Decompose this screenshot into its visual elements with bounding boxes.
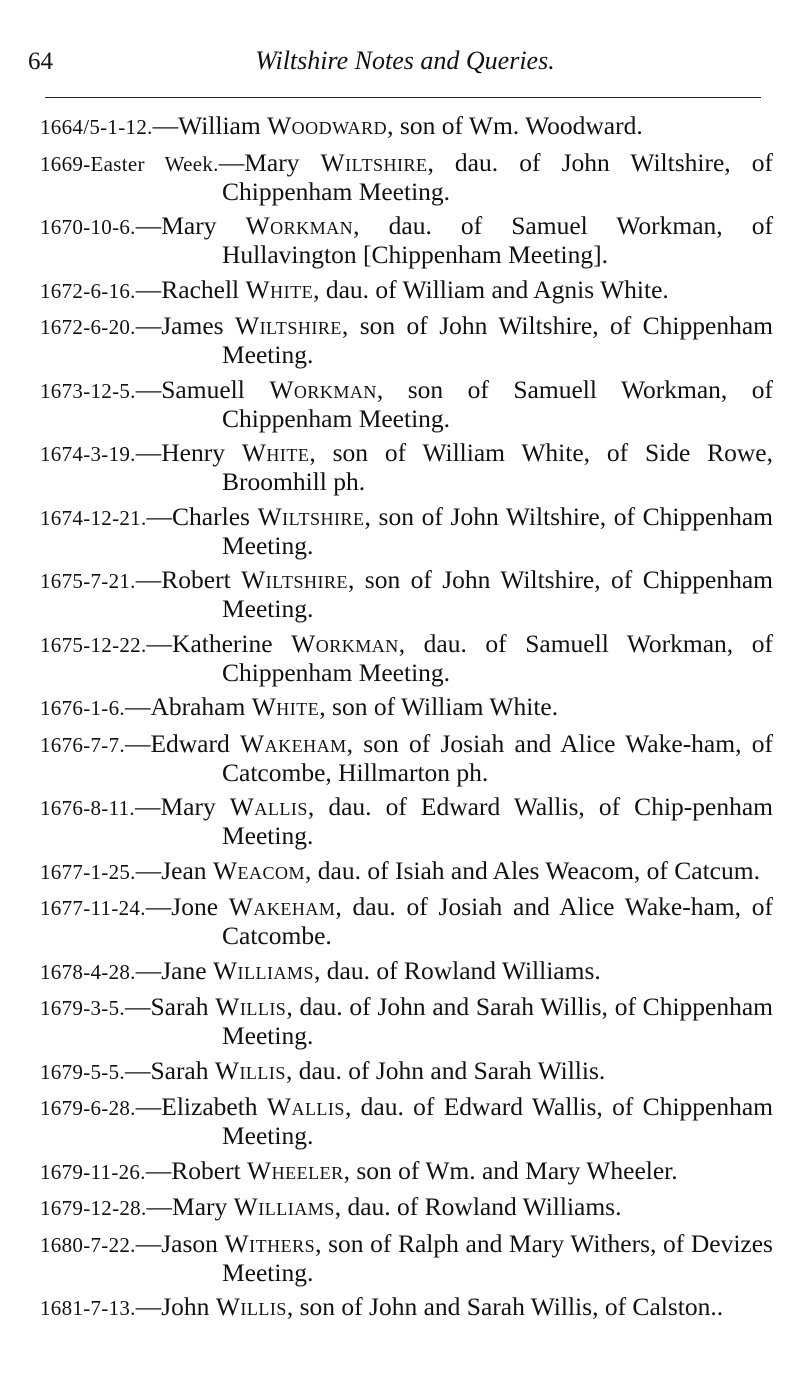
- entry-details: , dau. of Josiah and Alice Wake-ham, of Catcombe.: [222, 892, 773, 950]
- register-entry: [40, 212, 773, 268]
- entry-details: , dau. of Samuel Workman, of Hullavington [Chippenham Meeting].: [222, 211, 773, 269]
- entry-date: 1670-10-6.: [40, 215, 136, 239]
- entry-given-name: —Robert: [135, 565, 242, 594]
- entry-given-name: —Abraham: [124, 692, 252, 721]
- running-title: Wiltshire Notes and Queries.: [255, 46, 555, 75]
- entry-surname: Wiltshire: [257, 501, 365, 531]
- entry-date: 1680-7-22.: [40, 1232, 136, 1257]
- entry-given-name: —Edward: [124, 728, 241, 758]
- entry-given-name: —Sarah: [124, 992, 216, 1021]
- register-entry: [40, 1230, 773, 1286]
- entry-details: , son of Josiah and Alice Wake-ham, of Catcombe, Hillmarton ph.: [222, 728, 773, 787]
- entry-surname: Willis: [214, 1055, 286, 1085]
- entry-date: 1678-4-28.: [40, 959, 136, 984]
- register-entry: [40, 312, 773, 368]
- entry-date: 1672-6-20.: [40, 315, 136, 339]
- entry-details: , dau. of Rowland Williams.: [314, 955, 601, 985]
- entry-details: , son of Wm. and Mary Wheeler.: [343, 1155, 678, 1185]
- entry-details: , son of William White.: [319, 692, 559, 721]
- entry-details: , son of Samuell Workman, of Chippenham Meeting.: [222, 374, 773, 433]
- register-entry: [40, 276, 773, 305]
- entry-details: , son of John Wiltshire, of Chippenham Meeting.: [222, 311, 773, 369]
- register-entry: [40, 893, 773, 949]
- entry-details: , dau. of John and Sarah Willis.: [285, 1055, 606, 1085]
- register-entries: [40, 112, 773, 1330]
- entry-given-name: —Jone: [145, 892, 229, 921]
- entry-date: 1672-6-16.: [40, 278, 136, 303]
- entry-given-name: —Charles: [146, 501, 258, 531]
- entry-given-name: —Elizabeth: [135, 1092, 267, 1121]
- entry-surname: Williams: [233, 1192, 335, 1221]
- entry-date: 1676-8-11.: [40, 796, 135, 820]
- entry-details: , son of William White, of Side Rowe, Broomhill ph.: [222, 438, 773, 496]
- entry-details: , son of John Wiltshire, of Chippenham Meeting.: [222, 501, 773, 560]
- entry-given-name: —Henry: [135, 438, 242, 467]
- entry-surname: Wallis: [229, 792, 308, 821]
- entry-date: 1674-12-21.: [40, 505, 147, 530]
- entry-surname: White: [245, 274, 314, 304]
- entry-given-name: —Robert: [145, 1155, 248, 1185]
- entry-details: , son of John Wiltshire, of Chippenham Meeting.: [222, 565, 774, 623]
- entry-given-name: —Jason: [135, 1228, 225, 1258]
- register-entry: [40, 439, 773, 495]
- entry-details: , son of John and Sarah Willis, of Calston..: [286, 1292, 724, 1321]
- entry-surname: Workman: [291, 628, 399, 658]
- entry-date: 1679-12-28.: [40, 1196, 147, 1220]
- register-entry: [40, 857, 773, 886]
- register-entry: [40, 149, 773, 205]
- register-entry: [40, 112, 773, 141]
- entry-surname: White: [251, 692, 320, 721]
- entry-surname: Wiltshire: [320, 147, 428, 177]
- register-entry: [40, 730, 773, 786]
- entry-details: , dau. of Edward Wallis, of Chippenham Meeting.: [222, 1092, 773, 1150]
- entry-given-name: —Jean: [135, 855, 213, 885]
- register-entry: [40, 1057, 773, 1086]
- register-entry: [40, 693, 773, 722]
- register-entry: [40, 793, 773, 849]
- entry-date: 1664/5-1-12.: [40, 115, 153, 139]
- entry-details: , dau. of Isiah and Ales Weacom, of Catcum.: [305, 855, 760, 885]
- entry-date: 1681-7-13.: [40, 1296, 136, 1320]
- register-entry: [40, 566, 773, 622]
- register-entry: [40, 1193, 773, 1222]
- entry-date: 1674-3-19.: [40, 442, 136, 466]
- entry-surname: Wakeham: [240, 728, 347, 758]
- entry-date: 1675-12-22.: [40, 632, 147, 657]
- entry-details: , dau. of Samuell Workman, of Chippenham Meeting.: [222, 628, 773, 687]
- entry-given-name: —Katherine: [146, 628, 292, 658]
- register-entry: [40, 1293, 773, 1322]
- entry-given-name: —Rachell: [135, 274, 246, 304]
- entry-given-name: —James: [135, 311, 235, 340]
- entry-surname: Woodward: [267, 111, 388, 140]
- entry-date: 1669-Easter Week.: [40, 151, 219, 176]
- entry-surname: Willis: [215, 1292, 287, 1321]
- entry-given-name: —John: [135, 1292, 216, 1321]
- entry-details: , son of Wm. Woodward.: [387, 111, 643, 140]
- entry-given-name: —William: [152, 111, 268, 140]
- page-number: 64: [28, 48, 53, 75]
- entry-date: 1673-12-5.: [40, 378, 136, 403]
- entry-details: , son of Ralph and Mary Withers, of Devizes Meeting.: [222, 1228, 773, 1287]
- entry-date: 1679-5-5.: [40, 1059, 125, 1084]
- entry-surname: Weacom: [212, 855, 306, 885]
- header-rule: [45, 97, 761, 98]
- entry-given-name: —Mary: [135, 211, 246, 240]
- entry-surname: Wiltshire: [241, 565, 348, 594]
- entry-given-name: —Sarah: [124, 1055, 215, 1085]
- entry-surname: Wakeham: [228, 892, 336, 921]
- entry-given-name: —Samuell: [135, 374, 270, 404]
- entry-details: , dau. of John and Sarah Willis, of Chippenham Meeting.: [222, 992, 773, 1050]
- entry-given-name: —Mary: [146, 1192, 234, 1221]
- register-entry: [40, 630, 773, 686]
- entry-surname: Withers: [224, 1228, 316, 1258]
- entry-given-name: —Mary: [218, 147, 321, 177]
- entry-date: 1677-1-25.: [40, 859, 136, 884]
- entry-surname: Wiltshire: [235, 311, 342, 340]
- entry-surname: Willis: [215, 992, 287, 1021]
- register-entry: [40, 376, 773, 432]
- entry-given-name: —Jane: [135, 955, 213, 985]
- entry-given-name: —Mary: [134, 792, 230, 821]
- entry-date: 1679-3-5.: [40, 996, 125, 1020]
- entry-details: , dau. of Rowland Williams.: [334, 1192, 622, 1221]
- entry-details: , dau. of William and Agnis White.: [313, 274, 669, 304]
- entry-date: 1676-7-7.: [40, 732, 125, 757]
- register-entry: [40, 1093, 773, 1149]
- entry-surname: White: [241, 438, 310, 467]
- entry-surname: Wallis: [266, 1092, 345, 1121]
- entry-surname: Workman: [269, 374, 377, 404]
- entry-details: , dau. of Edward Wallis, of Chip-penham Meeting.: [222, 792, 773, 850]
- entry-details: , dau. of John Wiltshire, of Chippenham Meeting.: [222, 147, 773, 206]
- entry-date: 1679-11-26.: [40, 1159, 146, 1184]
- register-entry: [40, 957, 773, 986]
- entry-date: 1675-7-21.: [40, 569, 136, 593]
- entry-date: 1677-11-24.: [40, 896, 146, 920]
- entry-surname: Workman: [245, 211, 354, 240]
- entry-surname: Wheeler: [247, 1155, 344, 1185]
- register-entry: [40, 993, 773, 1049]
- entry-date: 1679-6-28.: [40, 1096, 136, 1120]
- entry-date: 1676-1-6.: [40, 696, 125, 720]
- entry-surname: Williams: [212, 955, 314, 985]
- register-entry: [40, 1157, 773, 1186]
- register-entry: [40, 503, 773, 559]
